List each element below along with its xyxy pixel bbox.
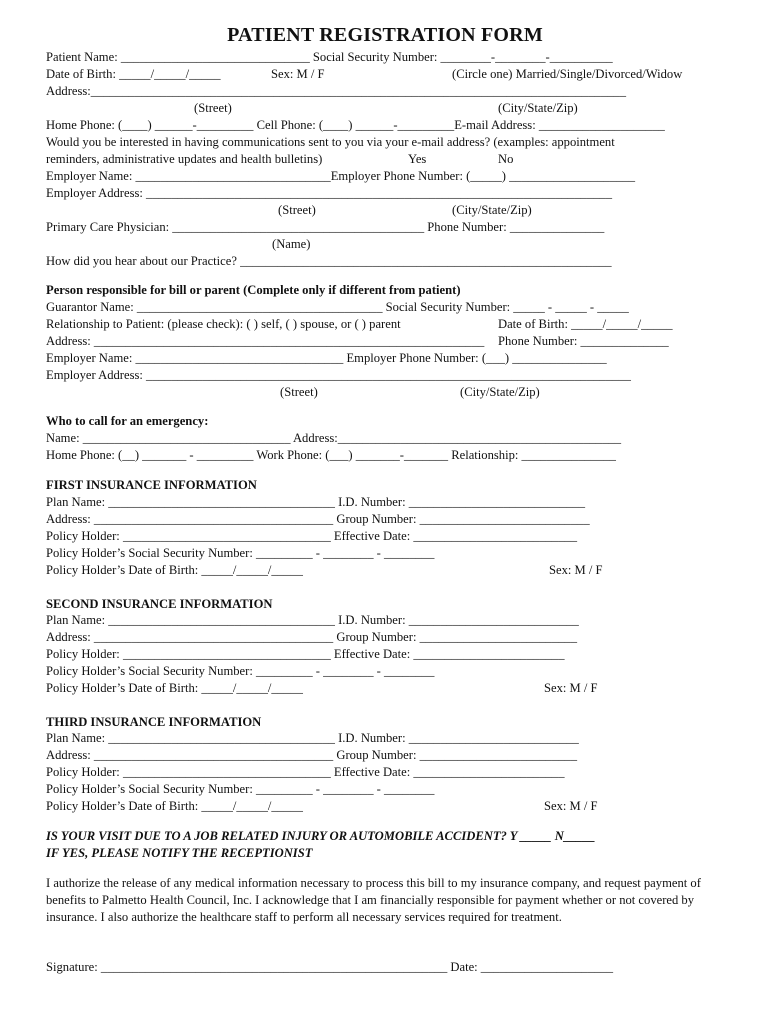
- employer-address-hint-row: [46, 202, 736, 219]
- patient-name-ssn-row: [46, 49, 736, 66]
- employer-field[interactable]: Employer Name: _______________________________Employer Phone Number: (_____) ____________________: [46, 169, 636, 183]
- insurance-3-plan-field[interactable]: Plan Name: ____________________________________ I.D. Number: ___________________________: [46, 731, 579, 745]
- guarantor-street-hint: (Street): [280, 385, 318, 399]
- injury-notify-row: [46, 845, 736, 862]
- insurance-1-plan-row: [46, 494, 736, 511]
- marital-status-field[interactable]: (Circle one) Married/Single/Divorced/Widow: [452, 67, 683, 81]
- physician-name-hint: (Name): [272, 237, 311, 251]
- emergency-phones-row: [46, 447, 736, 464]
- employer-row: [46, 168, 736, 185]
- insurance-3-dob-row: [46, 798, 736, 815]
- patient-phones-field[interactable]: Home Phone: (____) ______-_________ Cell Phone: (____) ______-_________E-mail Address: ____________________: [46, 118, 665, 132]
- guarantor-employer-address-row: [46, 367, 736, 384]
- insurance-2-heading-row: [46, 596, 736, 613]
- email-yes-option[interactable]: Yes: [408, 152, 427, 166]
- insurance-1-ssn-field[interactable]: Policy Holder’s Social Security Number: _________ - ________ - ________: [46, 546, 435, 560]
- emergency-phones-field[interactable]: Home Phone: (__) _______ - _________ Work Phone: (___) _______-_______ Relationship: _______________: [46, 448, 616, 462]
- guarantor-employer-row: [46, 350, 736, 367]
- injury-notify: IF YES, PLEASE NOTIFY THE RECEPTIONIST: [46, 846, 313, 860]
- insurance-2-address-field[interactable]: Address: ______________________________________ Group Number: _________________________: [46, 630, 578, 644]
- signature-date-field[interactable]: Signature: _______________________________________________________ Date: _____________________: [46, 960, 614, 974]
- insurance-1-ssn-row: [46, 545, 736, 562]
- insurance-3-holder-field[interactable]: Policy Holder: _________________________________ Effective Date: ________________________: [46, 765, 565, 779]
- signature-row: [46, 959, 736, 976]
- guarantor-address-field[interactable]: Address: ______________________________________________________________: [46, 334, 485, 348]
- insurance-1-address-field[interactable]: Address: ______________________________________ Group Number: ___________________________: [46, 512, 590, 526]
- insurance-2-dob-field[interactable]: Policy Holder’s Date of Birth: _____/_____/_____: [46, 681, 303, 695]
- patient-dob-row: [46, 66, 736, 83]
- patient-address-field[interactable]: Address:_____________________________________________________________________________________: [46, 84, 627, 98]
- insurance-2-holder-field[interactable]: Policy Holder: _________________________________ Effective Date: ________________________: [46, 647, 565, 661]
- injury-question[interactable]: IS YOUR VISIT DUE TO A JOB RELATED INJURY OR AUTOMOBILE ACCIDENT? Y _____ N_____: [46, 829, 596, 843]
- insurance-2-ssn-field[interactable]: Policy Holder’s Social Security Number: _________ - ________ - ________: [46, 664, 435, 678]
- insurance-1-dob-row: [46, 562, 736, 579]
- insurance-3-sex-field[interactable]: Sex: M / F: [544, 799, 598, 813]
- guarantor-address-row: [46, 333, 736, 350]
- guarantor-heading-row: [46, 282, 736, 299]
- insurance-2-dob-row: [46, 680, 736, 697]
- email-no-option[interactable]: No: [498, 152, 514, 166]
- insurance-1-dob-field[interactable]: Policy Holder’s Date of Birth: _____/_____/_____: [46, 563, 303, 577]
- guarantor-employer-address-field[interactable]: Employer Address: _____________________________________________________________________________: [46, 368, 631, 382]
- email-question: Would you be interested in having communications sent to you via your e-mail address? (examples: appointment: [46, 135, 615, 149]
- insurance-3-heading-row: [46, 714, 736, 731]
- employer-street-hint: (Street): [278, 203, 316, 217]
- insurance-3-plan-row: [46, 730, 736, 747]
- patient-address-row: [46, 83, 736, 100]
- patient-address-hint-row: [46, 100, 736, 117]
- insurance-3-address-field[interactable]: Address: ______________________________________ Group Number: _________________________: [46, 748, 578, 762]
- insurance-1-holder-row: [46, 528, 736, 545]
- insurance-2-ssn-row: [46, 663, 736, 680]
- guarantor-relationship-row: [46, 316, 736, 333]
- insurance-2-sex-field[interactable]: Sex: M / F: [544, 681, 598, 695]
- guarantor-phone-field[interactable]: Phone Number: ______________: [498, 334, 669, 348]
- employer-address-row: [46, 185, 736, 202]
- insurance-1-plan-field[interactable]: Plan Name: ____________________________________ I.D. Number: ____________________________: [46, 495, 586, 509]
- physician-hint-row: [46, 236, 736, 253]
- emergency-name-row: [46, 430, 736, 447]
- emergency-name-field[interactable]: Name: _________________________________ Address:_____________________________________________: [46, 431, 622, 445]
- insurance-1-sex-field[interactable]: Sex: M / F: [549, 563, 603, 577]
- insurance-3-heading: THIRD INSURANCE INFORMATION: [46, 715, 262, 729]
- insurance-3-address-row: [46, 747, 736, 764]
- hear-about-field[interactable]: How did you hear about our Practice? ___________________________________________________________: [46, 254, 612, 268]
- guarantor-heading: Person responsible for bill or parent (Complete only if different from patient): [46, 283, 461, 297]
- email-question-row: [46, 134, 736, 151]
- insurance-3-holder-row: [46, 764, 736, 781]
- relationship-options[interactable]: Relationship to Patient: (please check): ( ) self, ( ) spouse, or ( ) parent: [46, 317, 401, 331]
- emergency-heading: Who to call for an emergency:: [46, 414, 209, 428]
- insurance-1-heading-row: [46, 477, 736, 494]
- insurance-3-dob-field[interactable]: Policy Holder’s Date of Birth: _____/_____/_____: [46, 799, 303, 813]
- emergency-heading-row: [46, 413, 736, 430]
- employer-city-hint: (City/State/Zip): [452, 203, 532, 217]
- insurance-1-address-row: [46, 511, 736, 528]
- hear-about-row: [46, 253, 736, 270]
- patient-phones-row: [46, 117, 736, 134]
- email-question-cont: reminders, administrative updates and health bulletins): [46, 152, 323, 166]
- form-title: PATIENT REGISTRATION FORM: [227, 24, 543, 46]
- guarantor-name-field[interactable]: Guarantor Name: _______________________________________ Social Security Number: _____ - _____ - _____: [46, 300, 629, 314]
- insurance-3-ssn-field[interactable]: Policy Holder’s Social Security Number: _________ - ________ - ________: [46, 782, 435, 796]
- email-question-row-2: [46, 151, 736, 168]
- guarantor-name-row: [46, 299, 736, 316]
- insurance-1-heading: FIRST INSURANCE INFORMATION: [46, 478, 257, 492]
- insurance-2-plan-field[interactable]: Plan Name: ____________________________________ I.D. Number: ___________________________: [46, 613, 579, 627]
- guarantor-dob-field[interactable]: Date of Birth: _____/_____/_____: [498, 317, 673, 331]
- guarantor-city-hint: (City/State/Zip): [460, 385, 540, 399]
- insurance-3-ssn-row: [46, 781, 736, 798]
- city-hint: (City/State/Zip): [498, 101, 578, 115]
- street-hint: (Street): [194, 101, 232, 115]
- injury-question-row: [46, 828, 736, 845]
- patient-sex-field[interactable]: Sex: M / F: [271, 67, 325, 81]
- guarantor-address-hint-row: [46, 384, 736, 401]
- physician-field[interactable]: Primary Care Physician: ________________________________________ Phone Number: _______________: [46, 220, 605, 234]
- insurance-2-address-row: [46, 629, 736, 646]
- insurance-2-heading: SECOND INSURANCE INFORMATION: [46, 597, 273, 611]
- patient-dob-field[interactable]: Date of Birth: _____/_____/_____: [46, 67, 221, 81]
- employer-address-field[interactable]: Employer Address: __________________________________________________________________________: [46, 186, 613, 200]
- insurance-2-holder-row: [46, 646, 736, 663]
- authorization-paragraph: I authorize the release of any medical information necessary to process this bill to my insurance company, and request payment of benefits to Palmetto Health Council, Inc. I acknowledge that I am financially responsible for payment whether or not covered by insurance. I also authorize the healthcare staff to perform all necessary services required for treatment.: [46, 876, 701, 924]
- patient-name-ssn-field[interactable]: Patient Name: ______________________________ Social Security Number: ________-________-__________: [46, 50, 613, 64]
- physician-row: [46, 219, 736, 236]
- insurance-2-plan-row: [46, 612, 736, 629]
- insurance-1-holder-field[interactable]: Policy Holder: _________________________________ Effective Date: __________________________: [46, 529, 578, 543]
- guarantor-employer-field[interactable]: Employer Name: _________________________________ Employer Phone Number: (___) _______________: [46, 351, 607, 365]
